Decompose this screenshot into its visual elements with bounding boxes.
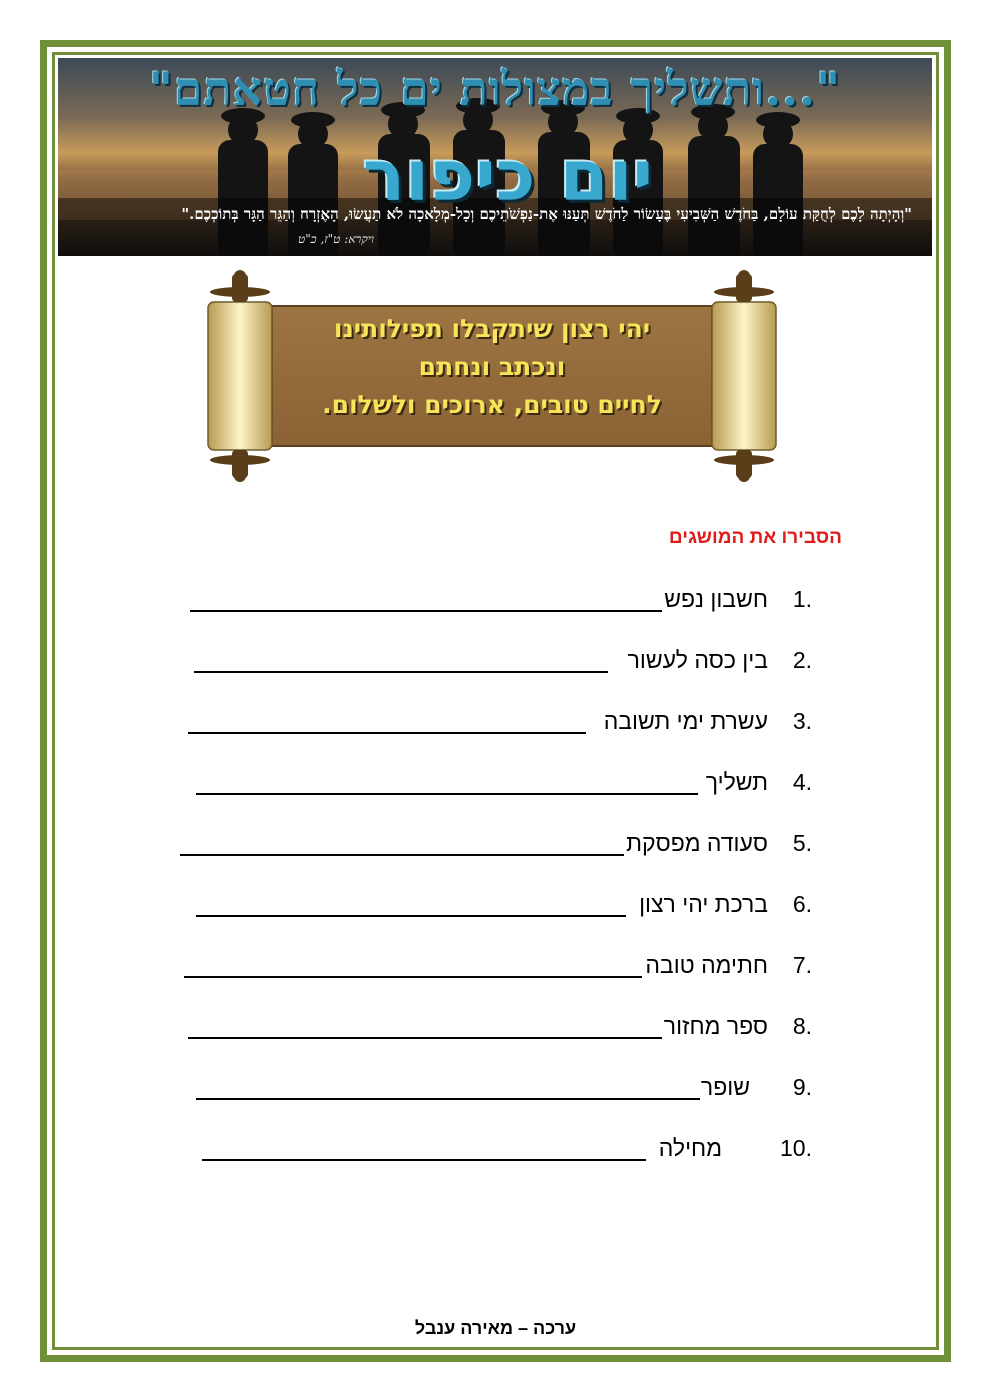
answer-line[interactable]: [196, 1098, 700, 1100]
item-term: חתימה טובה: [645, 952, 768, 978]
list-item: [170, 1007, 820, 1068]
item-number: 1.: [792, 586, 812, 612]
banner-title: יום כיפור: [362, 135, 654, 217]
scroll-line: יהי רצון שיתקבלו תפילותינו: [333, 314, 651, 343]
answer-line[interactable]: [188, 1037, 662, 1039]
item-number: 7.: [792, 952, 812, 978]
item-number: 10.: [780, 1135, 812, 1161]
scroll-line: לחיים טובים, ארוכים ולשלום.: [322, 390, 662, 419]
section-heading: הסבירו את המושגים: [668, 527, 842, 548]
terms-list: [170, 580, 820, 1190]
banner-quote: "...ותשליך במצולות ים כל חטאתם": [148, 62, 842, 116]
list-item: [170, 763, 820, 824]
item-number: 4.: [792, 769, 812, 795]
banner-verse: "וְהָיְתָה לָכֶם לְחֻקַּת עוֹלָם, בַּחֹדֶשׁ הַשְּׁבִיעִי בֶּעָשׂוֹר לַחֹדֶשׁ תְּעַנּוּ אֶת-נַפְשֹׁתֵיכֶם וְכָל-מְלָאכָה לֹא תַעֲשׂוּ, הָאֶזְרָח וְהַגֵּר הַגָּר בְּתוֹכְכֶם.": [181, 205, 912, 223]
item-number: 9.: [792, 1074, 812, 1100]
blessing-scroll: [202, 270, 782, 482]
answer-line[interactable]: [194, 671, 608, 673]
list-item: [170, 824, 820, 885]
answer-line[interactable]: [202, 1159, 646, 1161]
item-number: 5.: [792, 830, 812, 856]
answer-line[interactable]: [184, 976, 642, 978]
item-term: עשרת ימי תשובה: [603, 708, 768, 734]
item-term: בין כסה לעשור: [627, 647, 768, 673]
item-term: חשבון נפש: [664, 586, 768, 612]
banner-reference: ויקרא: ט"ז, כ"ט: [298, 232, 374, 246]
item-term: תשליך: [705, 769, 768, 795]
item-term: ברכת יהי רצון: [639, 891, 768, 917]
item-number: 8.: [792, 1013, 812, 1039]
item-term: ספר מחזור: [663, 1013, 768, 1039]
answer-line[interactable]: [196, 793, 698, 795]
item-term: סעודה מפסקת: [626, 830, 768, 856]
answer-line[interactable]: [180, 854, 624, 856]
list-item: [170, 946, 820, 1007]
list-item: [170, 1068, 820, 1129]
item-number: 3.: [792, 708, 812, 734]
scroll-text: [297, 310, 687, 424]
footer-credit: ערכה – מאירה ענבל: [414, 1318, 577, 1338]
item-number: 6.: [792, 891, 812, 917]
list-item: [170, 1129, 820, 1190]
answer-line[interactable]: [196, 915, 626, 917]
list-item: [170, 641, 820, 702]
list-item: [170, 885, 820, 946]
scroll-line: ונכתב ונחתם: [418, 352, 566, 381]
item-term: מחילה: [658, 1135, 722, 1161]
list-item: [170, 580, 820, 641]
item-term: שופר: [700, 1074, 750, 1100]
header-banner: [58, 58, 932, 256]
list-item: [170, 702, 820, 763]
answer-line[interactable]: [188, 732, 586, 734]
item-number: 2.: [792, 647, 812, 673]
answer-line[interactable]: [190, 610, 662, 612]
